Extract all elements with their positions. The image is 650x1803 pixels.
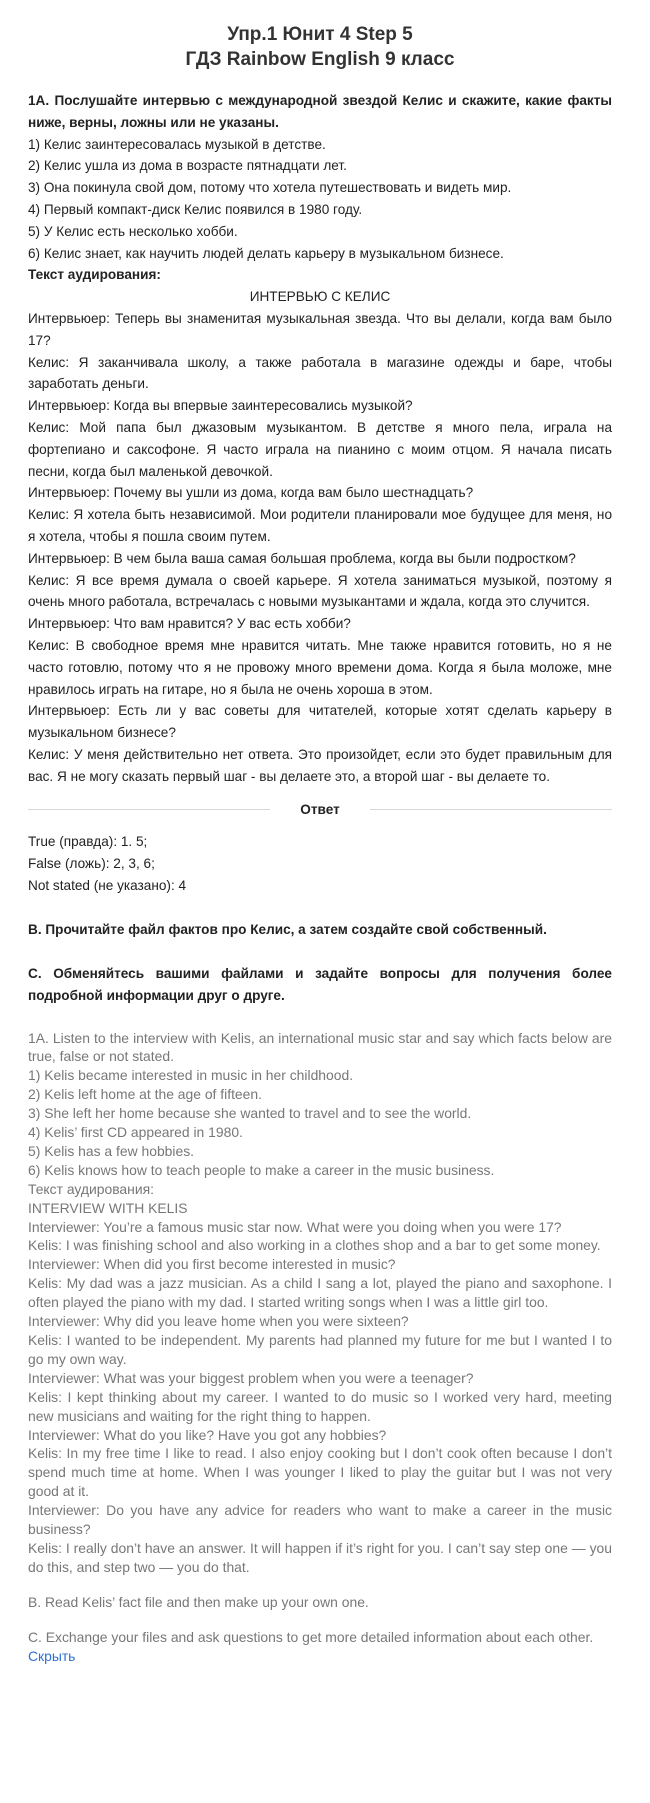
- english-original: [28, 1029, 612, 1666]
- dialogue-line: Келис: Я заканчивала школу, а также работала в магазине одежды и баре, чтобы заработать деньги.: [28, 354, 612, 392]
- answer-true: True (правда): 1. 5;: [28, 833, 148, 849]
- answer-divider: [28, 802, 612, 817]
- interview-dialogue-en: [28, 1218, 612, 1577]
- interview-dialogue: [28, 308, 612, 788]
- interview-title: ИНТЕРВЬЮ С КЕЛИС: [249, 289, 391, 305]
- dialogue-line: Келис: Я все время думала о своей карьере. Я хотела заниматься музыкой, поэтому я очень много работала, встречалась с новыми музыкантами и ждала, когда это случится.: [28, 572, 612, 610]
- statement-item: 2) Келис ушла из дома в возрасте пятнадцати лет.: [28, 158, 347, 174]
- statement-item-en: 3) She left her home because she wanted to travel and to see the world.: [28, 1105, 472, 1122]
- task-b-en: B. Read Kelis’ fact file and then make up your own one.: [28, 1593, 369, 1610]
- task-c-ru: C. Обменяйтесь вашими файлами и задайте вопросы для получения более подробной информации друг о друге.: [28, 965, 612, 1003]
- statement-item-en: 6) Kelis knows how to teach people to make a career in the music business.: [28, 1161, 495, 1178]
- divider-line-right: [370, 809, 612, 810]
- dialogue-line: Интервьюер: Теперь вы знаменитая музыкальная звезда. Что вы делали, когда вам было 17?: [28, 310, 612, 348]
- statement-item-en: 1) Kelis became interested in music in her childhood.: [28, 1067, 354, 1084]
- dialogue-line-en: Kelis: My dad was a jazz musician. As a child I sang a lot, played the piano and saxophone. I often played the piano with my dad. I started writing songs when I was a little girl too.: [28, 1275, 612, 1311]
- dialogue-line: Интервьюер: Когда вы впервые заинтересовались музыкой?: [28, 398, 413, 414]
- statement-item: 3) Она покинула свой дом, потому что хотела путешествовать и видеть мир.: [28, 180, 512, 196]
- page-title: [28, 22, 612, 72]
- task-b-ru: B. Прочитайте файл фактов про Келис, а затем создайте свой собственный.: [28, 921, 547, 937]
- statement-item: 4) Первый компакт-диск Келис появился в 1980 году.: [28, 201, 363, 217]
- dialogue-line-en: Interviewer: What was your biggest problem when you were a teenager?: [28, 1369, 474, 1386]
- dialogue-line: Келис: Я хотела быть независимой. Мои родители планировали мое будущее для меня, но я хотела, чтобы я пошла своим путем.: [28, 507, 612, 544]
- dialogue-line: Интервьюер: Что вам нравится? У вас есть хобби?: [28, 616, 351, 632]
- dialogue-line-en: Kelis: In my free time I like to read. I also enjoy cooking but I don’t cook often because I don’t spend much time at home. When I was younger I liked to play the guitar but I was not very good at it.: [28, 1445, 612, 1500]
- statement-item-en: 4) Kelis’ first CD appeared in 1980.: [28, 1124, 243, 1141]
- dialogue-line-en: Interviewer: What do you like? Have you got any hobbies?: [28, 1426, 387, 1443]
- dialogue-line-en: Interviewer: When did you first become interested in music?: [28, 1256, 396, 1273]
- dialogue-line: Келис: В свободное время мне нравится читать. Мне также нравится готовить, но я не часто готовлю, потому что я не провожу много времени дома. Когда я была моложе, мне нравилось играть на гитаре, но я была не очень хороша в этом.: [28, 637, 612, 697]
- statement-item: 5) У Келис есть несколько хобби.: [28, 223, 238, 239]
- task-a-heading-en: 1A. Listen to the interview with Kelis, an international music star and say which facts below are true, false or not stated.: [28, 1029, 612, 1065]
- dialogue-line: Келис: Мой папа был джазовым музыкантом. В детстве я много пела, играла на фортепиано и саксофоне. Я часто играла на пианино с моим отцом. Я начала писать песни, когда был маленькой девочкой.: [28, 419, 612, 479]
- title-line-1: Упр.1 Юнит 4 Step 5: [227, 24, 413, 45]
- interview-title-en: INTERVIEW WITH KELIS: [28, 1199, 188, 1216]
- statement-list: [28, 134, 612, 265]
- answer-heading: Ответ: [300, 801, 340, 817]
- task-c-en: C. Exchange your files and ask questions to get more detailed information about each other.: [28, 1628, 594, 1645]
- statement-item: 1) Келис заинтересовалась музыкой в детстве.: [28, 136, 326, 152]
- dialogue-line-en: Kelis: I wanted to be independent. My parents had planned my future for me but I wanted I to go my own way.: [28, 1332, 612, 1367]
- dialogue-line-en: Interviewer: Do you have any advice for readers who want to make a career in the music business?: [28, 1502, 612, 1538]
- statement-item-en: 2) Kelis left home at the age of fifteen.: [28, 1086, 262, 1103]
- dialogue-line: Келис: У меня действительно нет ответа. Это произойдет, если это будет правильным для вас. Я не могу сказать первый шаг - вы делаете это, а второй шаг - вы делаете то.: [28, 746, 612, 784]
- task-a-heading: 1A. Послушайте интервью с международной звездой Келис и скажите, какие факты ниже, верны, ложны или не указаны.: [28, 93, 612, 130]
- statement-list-en: [28, 1066, 612, 1179]
- dialogue-line: Интервьюер: В чем была ваша самая большая проблема, когда вы были подростком?: [28, 550, 576, 566]
- answer-block: [28, 831, 612, 897]
- divider-line-left: [28, 809, 270, 810]
- dialogue-line: Интервьюер: Есть ли у вас советы для читателей, которые хотят сделать карьеру в музыкальном бизнесе?: [28, 703, 612, 741]
- dialogue-line-en: Kelis: I kept thinking about my career. I wanted to do music so I worked very hard, meeting new musicians and waiting for the right thing to happen.: [28, 1388, 612, 1424]
- statement-item: 6) Келис знает, как научить людей делать карьеру в музыкальном бизнесе.: [28, 245, 504, 261]
- dialogue-line-en: Interviewer: You’re a famous music star now. What were you doing when you were 17?: [28, 1218, 562, 1235]
- russian-translation: [28, 90, 612, 788]
- audio-text-label-en: Текст аудирования:: [28, 1180, 154, 1197]
- dialogue-line-en: Kelis: I really don’t have an answer. It will happen if it’s right for you. I can’t say step one — you do this, and step two — you do that.: [28, 1539, 612, 1575]
- statement-item-en: 5) Kelis has a few hobbies.: [28, 1142, 195, 1159]
- dialogue-line: Интервьюер: Почему вы ушли из дома, когда вам было шестнадцать?: [28, 485, 474, 501]
- dialogue-line-en: Kelis: I was finishing school and also working in a clothes shop and a bar to get some money.: [28, 1237, 601, 1254]
- title-line-2: ГДЗ Rainbow English 9 класс: [185, 49, 455, 70]
- answer-not-stated: Not stated (не указано): 4: [28, 877, 187, 893]
- audio-text-label: Текст аудирования:: [28, 267, 161, 283]
- dialogue-line-en: Interviewer: Why did you leave home when you were sixteen?: [28, 1313, 409, 1330]
- answer-false: False (ложь): 2, 3, 6;: [28, 855, 155, 871]
- collapse-link[interactable]: Скрыть: [28, 1647, 76, 1664]
